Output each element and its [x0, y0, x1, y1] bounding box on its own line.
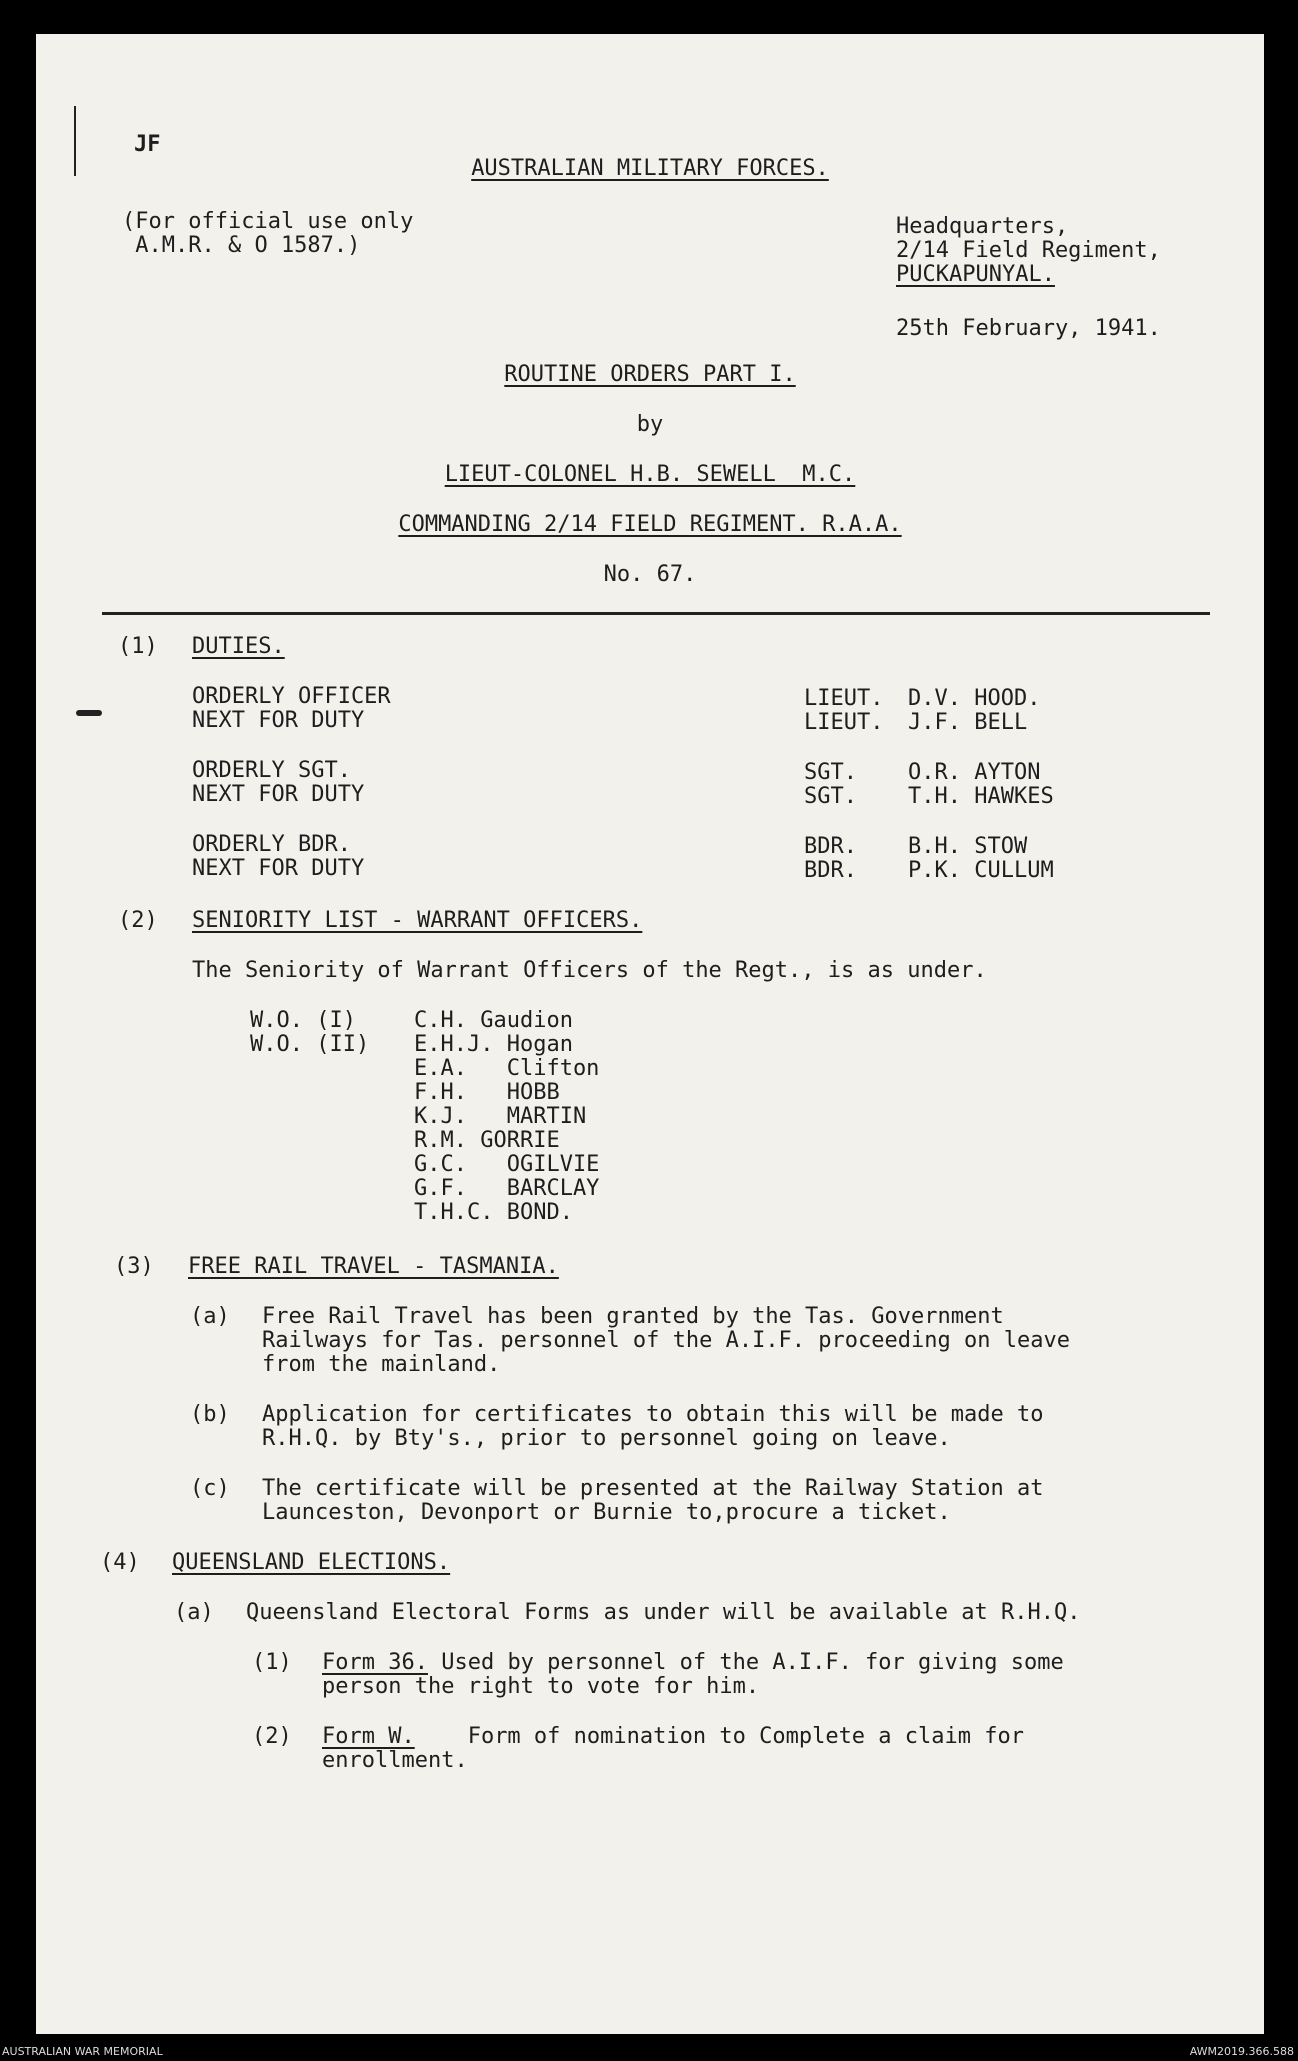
- wo-grade: W.O. (I): [250, 1008, 356, 1033]
- section-4-number: (4): [100, 1550, 140, 1575]
- wo-name: T.H.C. BOND.: [414, 1200, 573, 1225]
- duty-rank: LIEUT.: [804, 686, 884, 711]
- item-line: Application for certificates to obtain this will be made to: [262, 1402, 1044, 1427]
- duty-name: T.H. HAWKES: [908, 784, 1054, 809]
- duty-role: ORDERLY OFFICER: [192, 684, 391, 709]
- duty-role: ORDERLY BDR.: [192, 832, 351, 857]
- duty-rank: BDR.: [804, 834, 857, 859]
- section-3-number: (3): [114, 1254, 154, 1279]
- section-4-title: QUEENSLAND ELECTIONS.: [172, 1550, 451, 1575]
- subitem-line: [322, 1724, 1024, 1749]
- section-3-title: FREE RAIL TRAVEL - TASMANIA.: [188, 1254, 559, 1279]
- footer-right: AWM2019.366.588: [1189, 2045, 1294, 2058]
- section-1-number: (1): [118, 634, 158, 659]
- wo-name: K.J. MARTIN: [414, 1104, 587, 1129]
- item-line: from the mainland.: [262, 1352, 501, 1377]
- footer-left: AUSTRALIAN WAR MEMORIAL: [2, 2045, 163, 2058]
- official-use-line-2: A.M.R. & O 1587.): [122, 233, 361, 258]
- item-line: Free Rail Travel has been granted by the Tas. Government: [262, 1304, 1004, 1329]
- duty-role: NEXT FOR DUTY: [192, 856, 365, 881]
- item-line: Queensland Electoral Forms as under will be available at R.H.Q.: [246, 1600, 1081, 1625]
- item-label: (b): [190, 1402, 230, 1427]
- item-line: Launceston, Devonport or Burnie to,procure a ticket.: [262, 1500, 951, 1525]
- duty-role: NEXT FOR DUTY: [192, 782, 365, 807]
- wo-name: E.H.J. Hogan: [414, 1032, 573, 1057]
- subitem-label: (1): [252, 1650, 292, 1675]
- document-page: [36, 34, 1264, 2034]
- subitem-label: (2): [252, 1724, 292, 1749]
- duty-name: J.F. BELL: [908, 710, 1028, 735]
- margin-mark: [76, 710, 102, 716]
- initials: JF: [134, 132, 161, 157]
- section-2-intro: The Seniority of Warrant Officers of the Regt., is as under.: [192, 958, 987, 983]
- duty-role: ORDERLY SGT.: [192, 758, 351, 783]
- section-2-number: (2): [118, 908, 158, 933]
- wo-name: G.F. BARCLAY: [414, 1176, 600, 1201]
- form-name: Form W.: [322, 1724, 415, 1749]
- wo-name: F.H. HOBB: [414, 1080, 560, 1105]
- heading-line-4: COMMANDING 2/14 FIELD REGIMENT. R.A.A.: [398, 512, 902, 537]
- item-line: The certificate will be presented at the Railway Station at: [262, 1476, 1044, 1501]
- duty-name: D.V. HOOD.: [908, 686, 1041, 711]
- heading-line-1: ROUTINE ORDERS PART I.: [504, 362, 796, 387]
- duty-rank: SGT.: [804, 784, 857, 809]
- duty-rank: SGT.: [804, 760, 857, 785]
- wo-grade: W.O. (II): [250, 1032, 370, 1057]
- divider-rule: [102, 612, 1210, 615]
- duty-rank: LIEUT.: [804, 710, 884, 735]
- heading-line-5: No. 67.: [603, 562, 697, 587]
- heading-line-3: LIEUT-COLONEL H.B. SEWELL M.C.: [444, 462, 856, 487]
- subitem-line: enrollment.: [322, 1748, 468, 1773]
- heading-line-2: by: [636, 412, 664, 437]
- wo-name: C.H. Gaudion: [414, 1008, 573, 1033]
- item-label: (a): [190, 1304, 230, 1329]
- wo-name: R.M. GORRIE: [414, 1128, 560, 1153]
- wo-name: G.C. OGILVIE: [414, 1152, 600, 1177]
- item-line: R.H.Q. by Bty's., prior to personnel going on leave.: [262, 1426, 951, 1451]
- wo-name: E.A. Clifton: [414, 1056, 600, 1081]
- item-label: (a): [174, 1600, 214, 1625]
- subitem-line: [322, 1650, 1064, 1675]
- duty-name: O.R. AYTON: [908, 760, 1041, 785]
- form-description: Used by personnel of the A.I.F. for giving some: [427, 1650, 1064, 1675]
- item-label: (c): [190, 1476, 230, 1501]
- duty-name: P.K. CULLUM: [908, 858, 1054, 883]
- hq-line-1: Headquarters,: [896, 214, 1069, 239]
- item-line: Railways for Tas. personnel of the A.I.F. proceeding on leave: [262, 1328, 1070, 1353]
- hq-line-2: 2/14 Field Regiment,: [896, 238, 1161, 263]
- form-name: Form 36.: [322, 1650, 428, 1675]
- subitem-line: person the right to vote for him.: [322, 1674, 760, 1699]
- official-use-line-1: (For official use only: [122, 209, 414, 234]
- duty-role: NEXT FOR DUTY: [192, 708, 365, 733]
- duty-rank: BDR.: [804, 858, 857, 883]
- duty-name: B.H. STOW: [908, 834, 1028, 859]
- section-1-title: DUTIES.: [192, 634, 285, 659]
- form-description: Form of nomination to Complete a claim for: [414, 1724, 1024, 1749]
- hq-line-3: PUCKAPUNYAL.: [896, 262, 1055, 287]
- document-title: AUSTRALIAN MILITARY FORCES.: [471, 156, 829, 181]
- document-date: 25th February, 1941.: [896, 316, 1161, 341]
- section-2-title: SENIORITY LIST - WARRANT OFFICERS.: [192, 908, 643, 933]
